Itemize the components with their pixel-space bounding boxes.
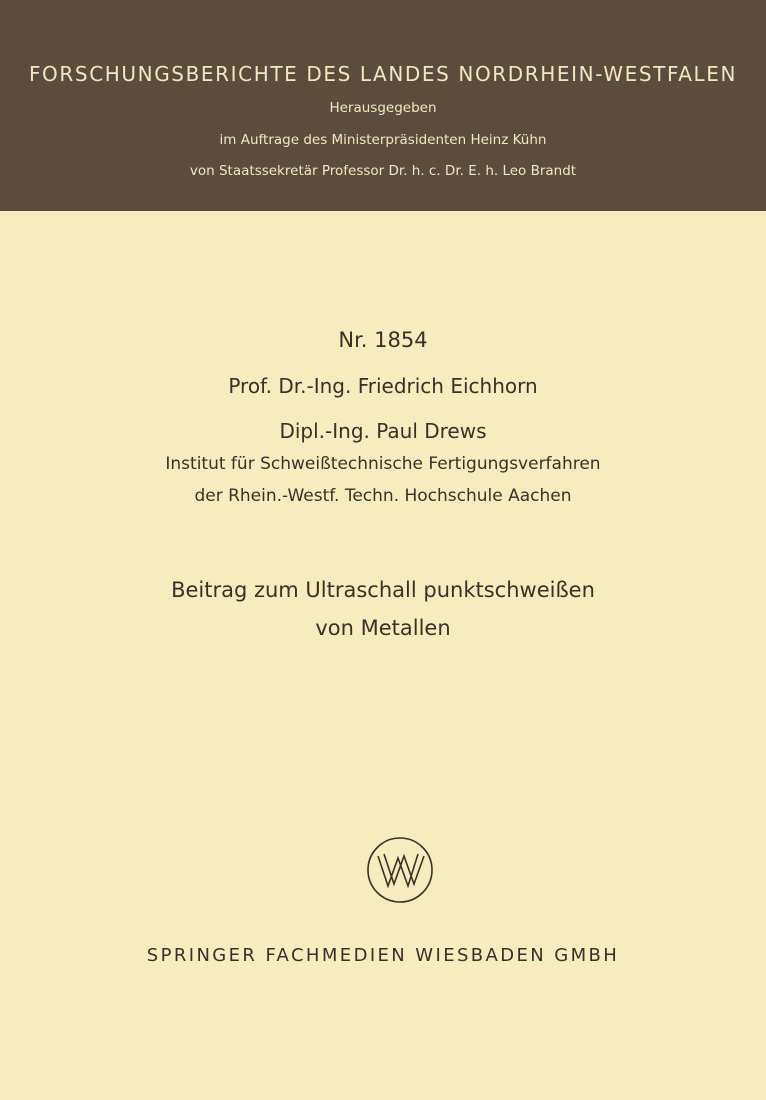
header-band [0,0,766,211]
book-title-line-2: von Metallen [315,616,451,640]
editor-line-1: Herausgegeben [329,100,437,116]
series-title: FORSCHUNGSBERICHTE DES LANDES NORDRHEIN-WESTFALEN [28,62,738,86]
institution-line-1: Institut für Schweißtechnische Fertigungsverfahren [165,454,601,474]
report-number: Nr. 1854 [338,328,428,352]
author-1: Prof. Dr.-Ing. Friedrich Eichhorn [228,374,538,398]
book-title-line-1: Beitrag zum Ultraschall punktschweißen [171,578,595,602]
publisher-name: SPRINGER FACHMEDIEN WIESBADEN GMBH [146,945,620,966]
springer-vw-monogram-icon [366,836,434,904]
author-2: Dipl.-Ing. Paul Drews [279,419,487,443]
institution-line-2: der Rhein.-Westf. Techn. Hochschule Aachen [194,486,572,506]
editor-line-2: im Auftrage des Ministerpräsidenten Heinz Kühn [219,132,547,148]
editor-line-3: von Staatssekretär Professor Dr. h. c. Dr. E. h. Leo Brandt [189,163,577,179]
